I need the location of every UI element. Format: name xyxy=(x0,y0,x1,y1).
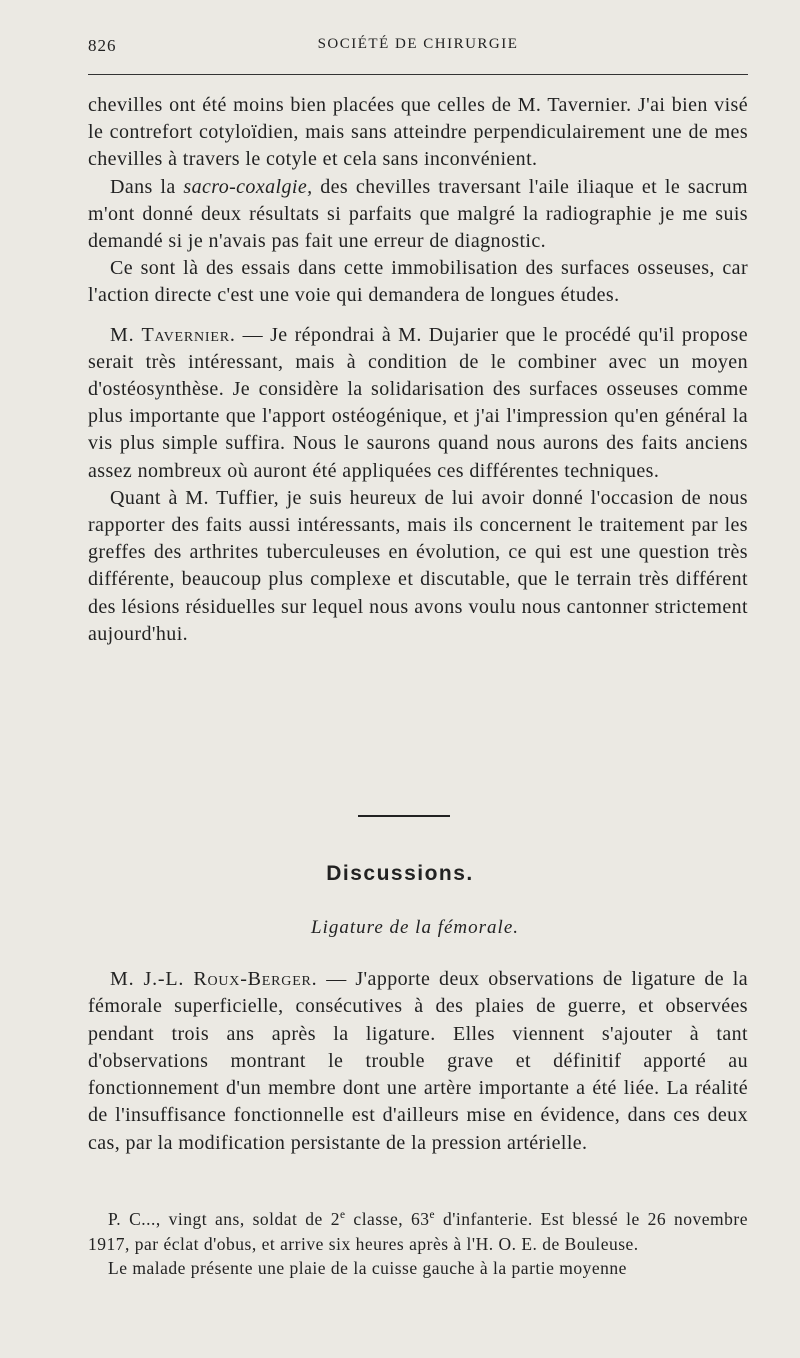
speaker-name: M. J.-L. Roux-Berger. xyxy=(110,968,318,990)
section-one xyxy=(88,92,748,648)
section-heading: Discussions. xyxy=(326,862,474,885)
paragraph-roux-berger: M. J.-L. Roux-Berger. — J'apporte deux observations de ligature de la fémorale superficielle, consécutives à des plaies de guerre, et observées pendant trois ans après la ligature. Elles viennent s'ajouter à tant d'observations montrant le trouble grave et définitif apporté au fonctionnement d'un membre dont une artère importante a été liée. La réalité de l'insuffisance fonctionnelle est d'ailleurs mise en évidence, dans ces deux cas, par la modification persistante de la pression artérielle. xyxy=(88,968,748,1154)
section-two xyxy=(88,966,748,1157)
page-header xyxy=(88,36,748,60)
paragraph-continuation: chevilles ont été moins bien placées que celles de M. Tavernier. J'ai bien visé le contrefort cotyloïdien, mais sans atteindre perpendiculairement une de mes chevilles à travers le cotyle et cela sans inconvénient. xyxy=(88,94,748,171)
case-paragraph: Le malade présente une plaie de la cuisse gauche à la partie moyenne xyxy=(108,1258,627,1278)
running-title: SOCIÉTÉ DE CHIRURGIE xyxy=(317,36,519,52)
emphasis-term: sacro-coxalgie, xyxy=(183,175,313,198)
section-separator xyxy=(358,815,450,817)
page-number: 826 xyxy=(88,36,117,55)
section-subheading: Ligature de la fémorale. xyxy=(311,917,519,938)
speaker-name: M. Tavernier. xyxy=(110,323,236,346)
case-report xyxy=(88,1207,748,1281)
paragraph-sacro-coxalgie: Dans la sacro-coxalgie, des chevilles traversant l'aile iliaque et le sacrum m'ont donné deux résultats si parfaits que malgré la radiographie je me suis demandé si je n'avais pas fait une erreur de diagnostic. xyxy=(88,175,748,253)
paragraph-essais: Ce sont là des essais dans cette immobilisation des surfaces osseuses, car l'action directe c'est une voie qui demandera de longues études. xyxy=(88,257,748,307)
paragraph-tavernier: M. Tavernier. — Je répondrai à M. Dujarier que le procédé qu'il propose serait très intéressant, mais à condition de le combiner avec un moyen d'ostéosynthèse. Je considère la solidarisation des surfaces osseuses comme plus importante que l'apport ostéogénique, et j'ai l'impression qu'en général la vis plus simple suffira. Nous le saurons quand nous aurons des faits anciens assez nombreux où auront été appliquées ces différentes techniques. xyxy=(88,323,748,482)
case-paragraph: P. C..., vingt ans, soldat de 2e classe, 63e d'infanterie. Est blessé le 26 novembre 1917, par éclat d'obus, et arrive six heures après à l'H. O. E. de Bouleuse. xyxy=(88,1209,748,1254)
paragraph-tuffier: Quant à M. Tuffier, je suis heureux de lui avoir donné l'occasion de nous rapporter des faits aussi intéressants, mais ils concernent le traitement par les greffes des arthrites tuberculeuses en évolution, ce qui est une question très différente, beaucoup plus complexe et discutable, que le terrain très différent des lésions résiduelles sur lequel nous avons voulu nous cantonner strictement aujourd'hui. xyxy=(88,486,748,645)
header-rule xyxy=(88,74,748,75)
